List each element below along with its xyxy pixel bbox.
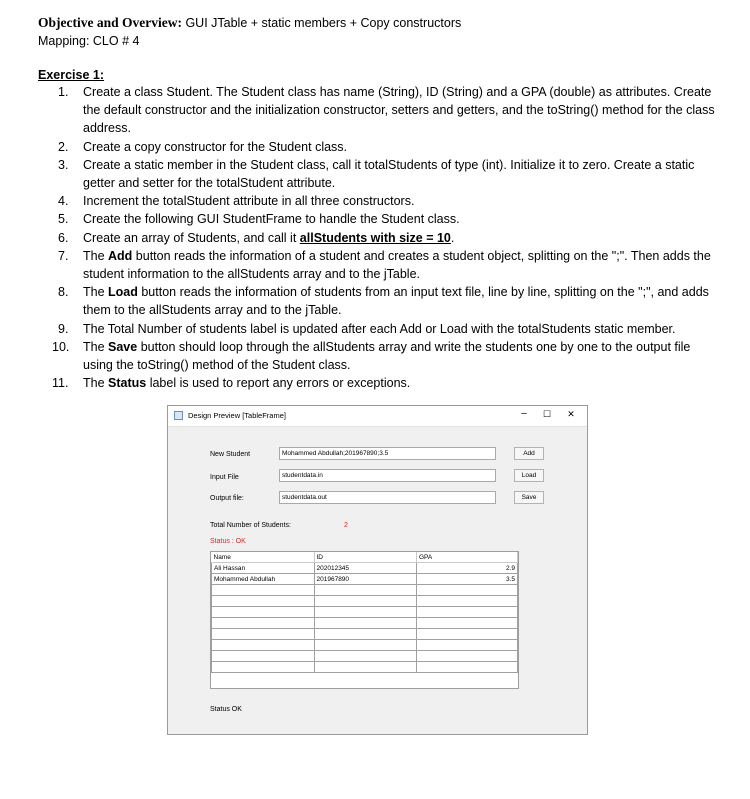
minimize-icon[interactable]: – — [521, 408, 527, 419]
window-titlebar[interactable] — [168, 406, 587, 427]
add-button[interactable]: Add — [514, 447, 544, 460]
total-students-label: Total Number of Students: — [210, 522, 291, 529]
table-row[interactable] — [212, 651, 518, 662]
load-button[interactable]: Load — [514, 469, 544, 482]
cell-name[interactable]: Ali Hassan — [212, 563, 315, 574]
output-file-label: Output file: — [210, 495, 244, 502]
student-table[interactable] — [210, 551, 519, 689]
cell-gpa[interactable]: 2.9 — [417, 563, 518, 574]
table-row[interactable] — [212, 574, 518, 585]
list-item: 10. The Save button should loop through the allStudents array and write the students one by one to the output file using the toString() method of the Student class. — [52, 339, 691, 373]
bottom-status-label: Status OK — [210, 706, 242, 713]
list-item: 1. Create a class Student. The Student class has name (String), ID (String) and a GPA (double) as attributes. Create the default constructor and the initialization constructor, setters and getters, and the toString() method for the class address. — [58, 85, 715, 136]
status-label: Status : OK — [210, 538, 246, 545]
list-item: 6. Create an array of Students, and call it allStudents with size = 10. — [58, 230, 455, 245]
table-row[interactable] — [212, 563, 518, 574]
window-title: Design Preview [TableFrame] — [188, 411, 286, 420]
cell-name[interactable]: Mohammed Abdullah — [212, 574, 315, 585]
save-button[interactable]: Save — [514, 491, 544, 504]
list-item: 5. Create the following GUI StudentFrame to handle the Student class. — [58, 212, 460, 227]
java-app-icon — [174, 411, 183, 420]
table-row[interactable] — [212, 662, 518, 673]
table-row[interactable] — [212, 607, 518, 618]
objective-title: Objective and Overview: GUI JTable + static members + Copy constructors — [38, 15, 462, 30]
list-item: 11. The Status label is used to report any errors or exceptions. — [52, 376, 411, 391]
new-student-input[interactable]: Mohammed Abdullah;201967890;3.5 — [279, 447, 496, 460]
list-item: 2. Create a copy constructor for the Student class. — [58, 139, 348, 154]
list-item: 4. Increment the totalStudent attribute in all three constructors. — [58, 194, 415, 209]
cell-gpa[interactable]: 3.5 — [417, 574, 518, 585]
maximize-icon[interactable]: ☐ — [542, 409, 552, 419]
cell-id[interactable]: 202012345 — [314, 563, 417, 574]
table-row[interactable] — [212, 585, 518, 596]
list-item: 3. Create a static member in the Student class, call it totalStudents of type (int). Initialize it to zero. Create a static getter and setter for the totalStudent attribute. — [58, 157, 695, 191]
output-file-field[interactable]: studentdata.out — [279, 491, 496, 504]
table-row[interactable] — [212, 596, 518, 607]
table-row[interactable] — [212, 629, 518, 640]
exercise-list — [38, 83, 718, 392]
table-row[interactable] — [212, 640, 518, 651]
student-frame-window — [167, 405, 588, 735]
mapping-line: Mapping: CLO # 4 — [38, 34, 140, 48]
input-file-field[interactable]: studentdata.in — [279, 469, 496, 482]
exercise-heading: Exercise 1: — [38, 68, 105, 82]
column-header-gpa[interactable]: GPA — [417, 552, 518, 563]
cell-id[interactable]: 201967890 — [314, 574, 417, 585]
list-item: 8. The Load button reads the information of students from an input text file, line by line, splitting on the ";", and adds them to the allStudents array and to the jTable. — [58, 285, 709, 318]
total-students-value: 2 — [344, 522, 348, 529]
new-student-label: New Student — [210, 451, 251, 458]
input-file-label: Input File — [210, 474, 239, 481]
column-header-id[interactable]: ID — [314, 552, 417, 563]
close-icon[interactable]: ✕ — [567, 409, 575, 419]
table-row[interactable] — [212, 618, 518, 629]
list-item: 7. The Add button reads the information of a student and creates a student object, splitting on the ";". Then adds the student information to the allStudents array and to the jTable. — [58, 248, 711, 282]
column-header-name[interactable]: Name — [212, 552, 315, 563]
list-item: 9. The Total Number of students label is updated after each Add or Load with the totalStudents static member. — [58, 321, 676, 336]
